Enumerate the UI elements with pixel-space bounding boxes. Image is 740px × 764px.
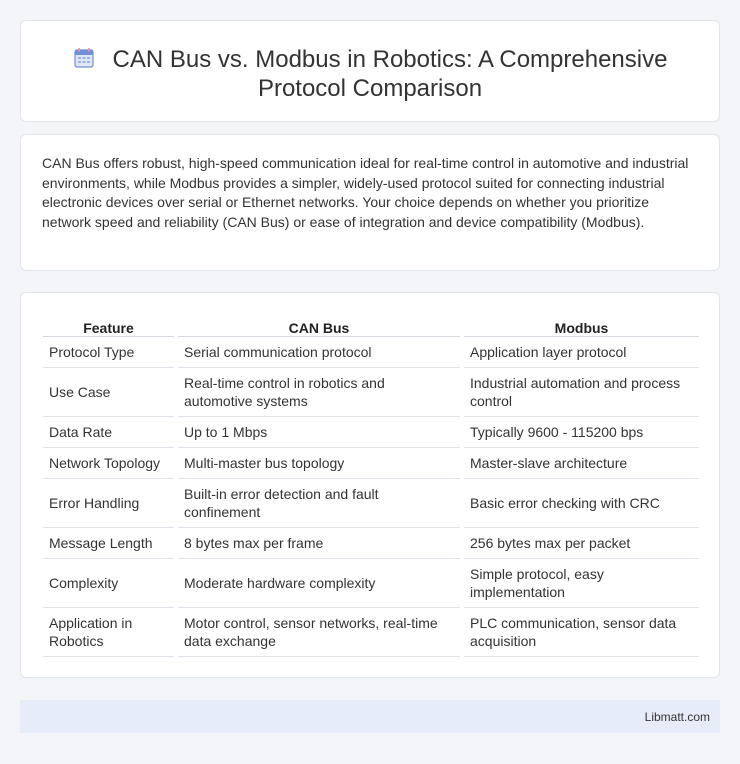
table-header-row: [43, 315, 699, 337]
can-bus-cell: Moderate hardware complexity: [178, 559, 460, 608]
table-row: [43, 368, 699, 417]
intro-paragraph: CAN Bus offers robust, high-speed communication ideal for real-time control in automotive and industrial environments, while Modbus provides a simpler, widely-used protocol suited for connecting industrial electronic devices over serial or Ethernet networks. Your choice depends on whether you prioritize network speed and reliability (CAN Bus) or ease of integration and device compatibility (Modbus).: [42, 155, 689, 230]
feature-cell: Network Topology: [43, 448, 174, 479]
can-bus-cell: Built-in error detection and fault confinement: [178, 479, 460, 528]
can-bus-cell: Real-time control in robotics and automotive systems: [178, 368, 460, 417]
modbus-cell: Application layer protocol: [464, 337, 699, 368]
feature-cell: Message Length: [43, 528, 174, 559]
can-bus-cell: Up to 1 Mbps: [178, 417, 460, 448]
table-row: [43, 417, 699, 448]
modbus-cell: Industrial automation and process control: [464, 368, 699, 417]
feature-cell: Error Handling: [43, 479, 174, 528]
calendar-icon: [73, 47, 95, 69]
feature-cell: Use Case: [43, 368, 174, 417]
title-card: [20, 20, 720, 122]
can-bus-cell: Serial communication protocol: [178, 337, 460, 368]
modbus-cell: 256 bytes max per packet: [464, 528, 699, 559]
table-row: [43, 479, 699, 528]
header-modbus: Modbus: [464, 315, 699, 337]
modbus-cell: Typically 9600 - 115200 bps: [464, 417, 699, 448]
intro-card: [20, 134, 720, 271]
header-can-bus: CAN Bus: [178, 315, 460, 337]
table-row: [43, 559, 699, 608]
title-line-1: CAN Bus vs. Modbus in Robotics: A Comprehensive: [112, 46, 668, 73]
feature-cell: Application in Robotics: [43, 608, 174, 657]
can-bus-cell: Motor control, sensor networks, real-time data exchange: [178, 608, 460, 657]
footer-site-link[interactable]: Libmatt.com: [644, 710, 710, 724]
comparison-card: [20, 292, 720, 678]
header-feature: Feature: [43, 315, 174, 337]
can-bus-cell: 8 bytes max per frame: [178, 528, 460, 559]
title-line-2: Protocol Comparison: [257, 75, 483, 102]
feature-cell: Data Rate: [43, 417, 174, 448]
table-row: [43, 608, 699, 657]
table-row: [43, 448, 699, 479]
modbus-cell: Master-slave architecture: [464, 448, 699, 479]
table-row: [43, 528, 699, 559]
modbus-cell: Basic error checking with CRC: [464, 479, 699, 528]
page-title: [21, 45, 719, 103]
table-row: [43, 337, 699, 368]
comparison-table: [39, 315, 703, 657]
feature-cell: Protocol Type: [43, 337, 174, 368]
modbus-cell: Simple protocol, easy implementation: [464, 559, 699, 608]
modbus-cell: PLC communication, sensor data acquisition: [464, 608, 699, 657]
feature-cell: Complexity: [43, 559, 174, 608]
footer: [20, 700, 720, 733]
can-bus-cell: Multi-master bus topology: [178, 448, 460, 479]
